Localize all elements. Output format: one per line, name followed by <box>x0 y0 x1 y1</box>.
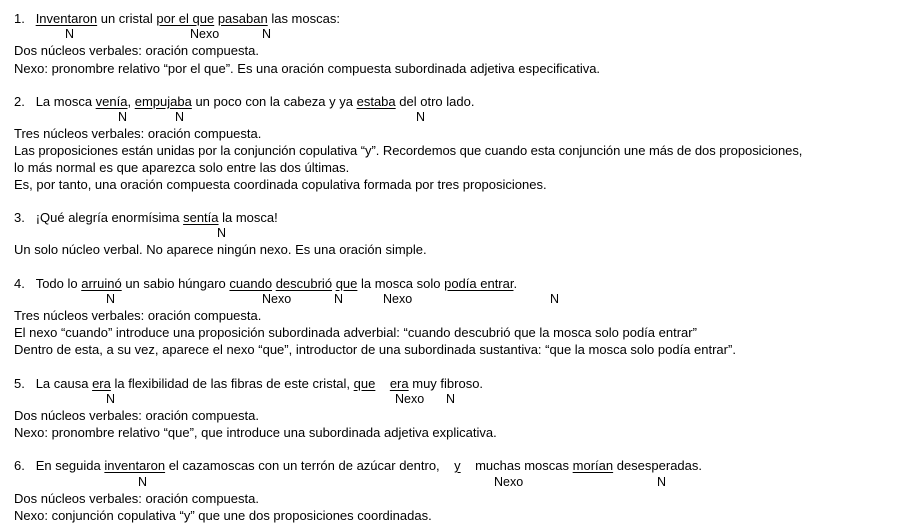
verb-nucleus: inventaron <box>104 458 166 473</box>
verb-nucleus: era <box>389 376 409 391</box>
note-line: Un solo núcleo verbal. No aparece ningún nexo. Es una oración simple. <box>14 242 427 257</box>
verb-nucleus: empujaba <box>134 94 192 109</box>
verb-nucleus: morían <box>572 458 614 473</box>
label-nexo: Nexo <box>190 27 220 41</box>
text-segment: la flexibilidad de las fibras de este cristal, <box>110 376 354 391</box>
text-segment: ¡Qué alegría enormísima <box>35 210 184 225</box>
item-number: 4. <box>14 276 25 291</box>
verb-nucleus: era <box>92 376 111 391</box>
text-segment: un cristal <box>97 11 157 26</box>
note-line: Las proposiciones están unidas por la conjunción copulativa “y”. Recordemos que cuando esta conjunción une más de dos proposiciones, <box>14 143 803 158</box>
nexo: por el que <box>156 11 215 26</box>
label-n: N <box>334 292 344 306</box>
text-segment: la mosca solo <box>357 276 445 291</box>
text-segment: Todo lo <box>35 276 82 291</box>
label-n: N <box>217 226 227 240</box>
nexo: que <box>353 376 376 391</box>
text-segment: la mosca! <box>218 210 278 225</box>
note-line: Nexo: conjunción copulativa “y” que une dos proposiciones coordinadas. <box>14 508 432 523</box>
note-line: Dentro de esta, a su vez, aparece el nexo “que”, introductor de una subordinada sustantiva: “que la mosca solo podía entrar”. <box>14 342 736 357</box>
text-segment: las moscas: <box>267 11 340 26</box>
label-nexo: Nexo <box>494 475 524 489</box>
text-segment: muchas moscas <box>471 458 573 473</box>
note-line: lo más normal es que aparezca solo entre las dos últimas. <box>14 160 350 175</box>
text-segment: del otro lado. <box>395 94 475 109</box>
verb-nucleus: pasaban <box>217 11 268 26</box>
nexo: y <box>454 458 461 473</box>
text-segment <box>375 376 379 391</box>
note-line: Tres núcleos verbales: oración compuesta. <box>14 126 262 141</box>
sentence-6 <box>14 458 702 474</box>
note-line: Nexo: pronombre relativo “que”, que introduce una subordinada adjetiva explicativa. <box>14 425 497 440</box>
text-segment: un poco con la cabeza y ya <box>191 94 357 109</box>
item-number: 6. <box>14 458 25 473</box>
label-nexo: Nexo <box>395 392 425 406</box>
text-segment: , <box>127 94 135 109</box>
note-line: Es, por tanto, una oración compuesta coordinada copulativa formada por tres proposiciones. <box>14 177 547 192</box>
note-line: Nexo: pronombre relativo “por el que”. Es una oración compuesta subordinada adjetiva especificativa. <box>14 61 601 76</box>
text-segment: La mosca <box>35 94 96 109</box>
label-n: N <box>416 110 426 124</box>
verb-nucleus: descubrió <box>275 276 333 291</box>
note-line: El nexo “cuando” introduce una proposición subordinada adverbial: “cuando descubrió que la mosca solo podía entrar” <box>14 325 697 340</box>
label-n: N <box>106 292 116 306</box>
label-n: N <box>175 110 185 124</box>
item-number: 1. <box>14 11 25 26</box>
verb-nucleus: estaba <box>356 94 396 109</box>
item-number: 3. <box>14 210 25 225</box>
label-n: N <box>550 292 560 306</box>
label-n: N <box>65 27 75 41</box>
label-nexo: Nexo <box>383 292 413 306</box>
text-segment: el cazamoscas con un terrón de azúcar dentro, <box>165 458 444 473</box>
sentence-2 <box>14 94 474 110</box>
verb-nucleus: sentía <box>183 210 219 225</box>
label-n: N <box>118 110 128 124</box>
verb-nucleus: arruinó <box>81 276 122 291</box>
sentence-3 <box>14 210 278 226</box>
verb-nucleus: Inventaron <box>35 11 98 26</box>
text-segment: En seguida <box>35 458 105 473</box>
label-nexo: Nexo <box>262 292 292 306</box>
item-number: 2. <box>14 94 25 109</box>
nexo: cuando <box>229 276 273 291</box>
note-line: Dos núcleos verbales: oración compuesta. <box>14 43 259 58</box>
note-line: Dos núcleos verbales: oración compuesta. <box>14 491 259 506</box>
verb-nucleus: podía entrar <box>444 276 514 291</box>
label-n: N <box>138 475 148 489</box>
label-n: N <box>262 27 272 41</box>
sentence-5 <box>14 376 483 392</box>
verb-nucleus: venía <box>95 94 128 109</box>
label-n: N <box>106 392 116 406</box>
sentence-1 <box>14 11 340 27</box>
note-line: Dos núcleos verbales: oración compuesta. <box>14 408 259 423</box>
label-n: N <box>657 475 667 489</box>
note-line: Tres núcleos verbales: oración compuesta. <box>14 308 262 323</box>
text-segment: . <box>513 276 518 291</box>
text-segment: un sabio húngaro <box>121 276 230 291</box>
text-segment: La causa <box>35 376 93 391</box>
text-segment: desesperadas. <box>613 458 703 473</box>
label-n: N <box>446 392 456 406</box>
item-number: 5. <box>14 376 25 391</box>
text-segment: muy fibroso. <box>408 376 484 391</box>
sentence-4 <box>14 276 517 292</box>
nexo: que <box>335 276 358 291</box>
